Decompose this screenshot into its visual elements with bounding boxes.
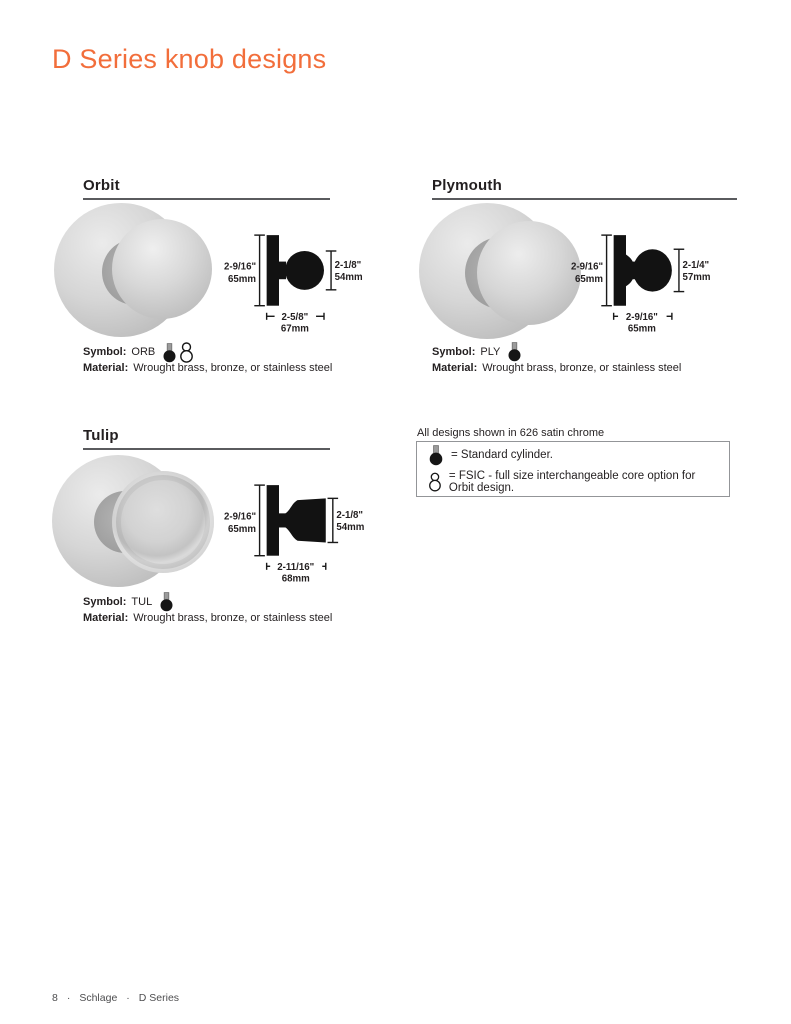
footer-separator: · [66, 992, 71, 1004]
footer-series: D Series [138, 992, 180, 1004]
plymouth-right-dim-mm: 57mm [682, 272, 711, 284]
symbol-label: Symbol: [432, 346, 476, 358]
tulip-bottom-dim-in: 2-11/16" [277, 561, 315, 573]
plymouth-bottom-dim-in: 2-9/16" [625, 311, 658, 323]
tulip-heading: Tulip [83, 427, 330, 450]
plymouth-material-line [432, 360, 681, 376]
plymouth-left-dim-mm: 65mm [575, 273, 604, 285]
plymouth-material-value: Wrought brass, bronze, or stainless steel [482, 362, 682, 374]
tulip-knob-face [112, 471, 214, 573]
footer-page-number: 8 [52, 992, 58, 1004]
orbit-left-dim-mm: 65mm [228, 273, 257, 285]
plymouth-knob-silhouette [614, 235, 672, 306]
tulip-knob-silhouette [267, 485, 326, 556]
plymouth-dimension-diagram [566, 228, 716, 334]
tulip-material-value: Wrought brass, bronze, or stainless steel [133, 612, 333, 624]
plymouth-heading: Plymouth [432, 177, 737, 200]
material-label: Material: [83, 362, 129, 374]
tulip-knob-photo [50, 447, 216, 595]
standard-cylinder-icon [429, 445, 443, 466]
footer-separator: · [126, 992, 130, 1004]
standard-cylinder-icon [160, 592, 173, 612]
page-footer [52, 992, 179, 1004]
tulip-left-dim-mm: 65mm [228, 523, 257, 535]
symbol-label: Symbol: [83, 346, 127, 358]
legend-standard-cylinder-text: = Standard cylinder. [451, 449, 553, 461]
material-label: Material: [83, 612, 129, 624]
legend-row-fsic [429, 470, 717, 494]
tulip-right-dim-mm: 54mm [336, 522, 365, 534]
orbit-material-value: Wrought brass, bronze, or stainless steel [133, 362, 333, 374]
standard-cylinder-icon [508, 342, 521, 362]
symbol-label: Symbol: [83, 596, 127, 608]
orbit-right-dim-in: 2-1/8" [334, 259, 362, 271]
plymouth-bottom-dim-mm: 65mm [627, 323, 656, 334]
material-label: Material: [432, 362, 478, 374]
orbit-bottom-dim-mm: 67mm [280, 323, 309, 334]
orbit-knob-photo [50, 197, 216, 345]
legend-row-standard-cylinder [429, 445, 717, 466]
orbit-knob-ball [112, 219, 212, 319]
tulip-symbol-line [83, 594, 173, 610]
plymouth-left-dim-in: 2-9/16" [570, 261, 604, 273]
plymouth-knob-photo [419, 197, 585, 345]
orbit-symbol-code: ORB [131, 346, 156, 358]
plymouth-symbol-code: PLY [480, 346, 501, 358]
tulip-left-dim-in: 2-9/16" [223, 511, 257, 523]
tulip-bottom-dim-mm: 68mm [281, 573, 310, 584]
plymouth-cylinder-icons [508, 342, 521, 362]
orbit-left-dim-in: 2-9/16" [223, 261, 257, 273]
plymouth-symbol-line [432, 344, 521, 360]
plymouth-right-dim-in: 2-1/4" [682, 259, 710, 271]
orbit-material-line [83, 360, 332, 376]
page-title: D Series knob designs [52, 44, 327, 74]
orbit-right-dim-mm: 54mm [334, 272, 363, 284]
tulip-right-dim-in: 2-1/8" [336, 509, 364, 521]
orbit-heading: Orbit [83, 177, 330, 200]
tulip-dimension-diagram [219, 478, 369, 584]
orbit-bottom-dim-in: 2-5/8" [281, 311, 309, 323]
finish-note: All designs shown in 626 satin chrome [417, 427, 605, 439]
tulip-material-line [83, 610, 332, 626]
tulip-symbol-code: TUL [131, 596, 153, 608]
footer-brand: Schlage [79, 992, 118, 1004]
orbit-symbol-line [83, 344, 193, 360]
tulip-cylinder-icons [160, 592, 173, 612]
orbit-knob-silhouette [267, 235, 324, 306]
orbit-dimension-diagram [219, 228, 369, 334]
fsic-core-icon [429, 471, 441, 493]
cylinder-legend-box [416, 441, 730, 497]
legend-fsic-text: = FSIC - full size interchangeable core option for Orbit design. [448, 469, 696, 494]
